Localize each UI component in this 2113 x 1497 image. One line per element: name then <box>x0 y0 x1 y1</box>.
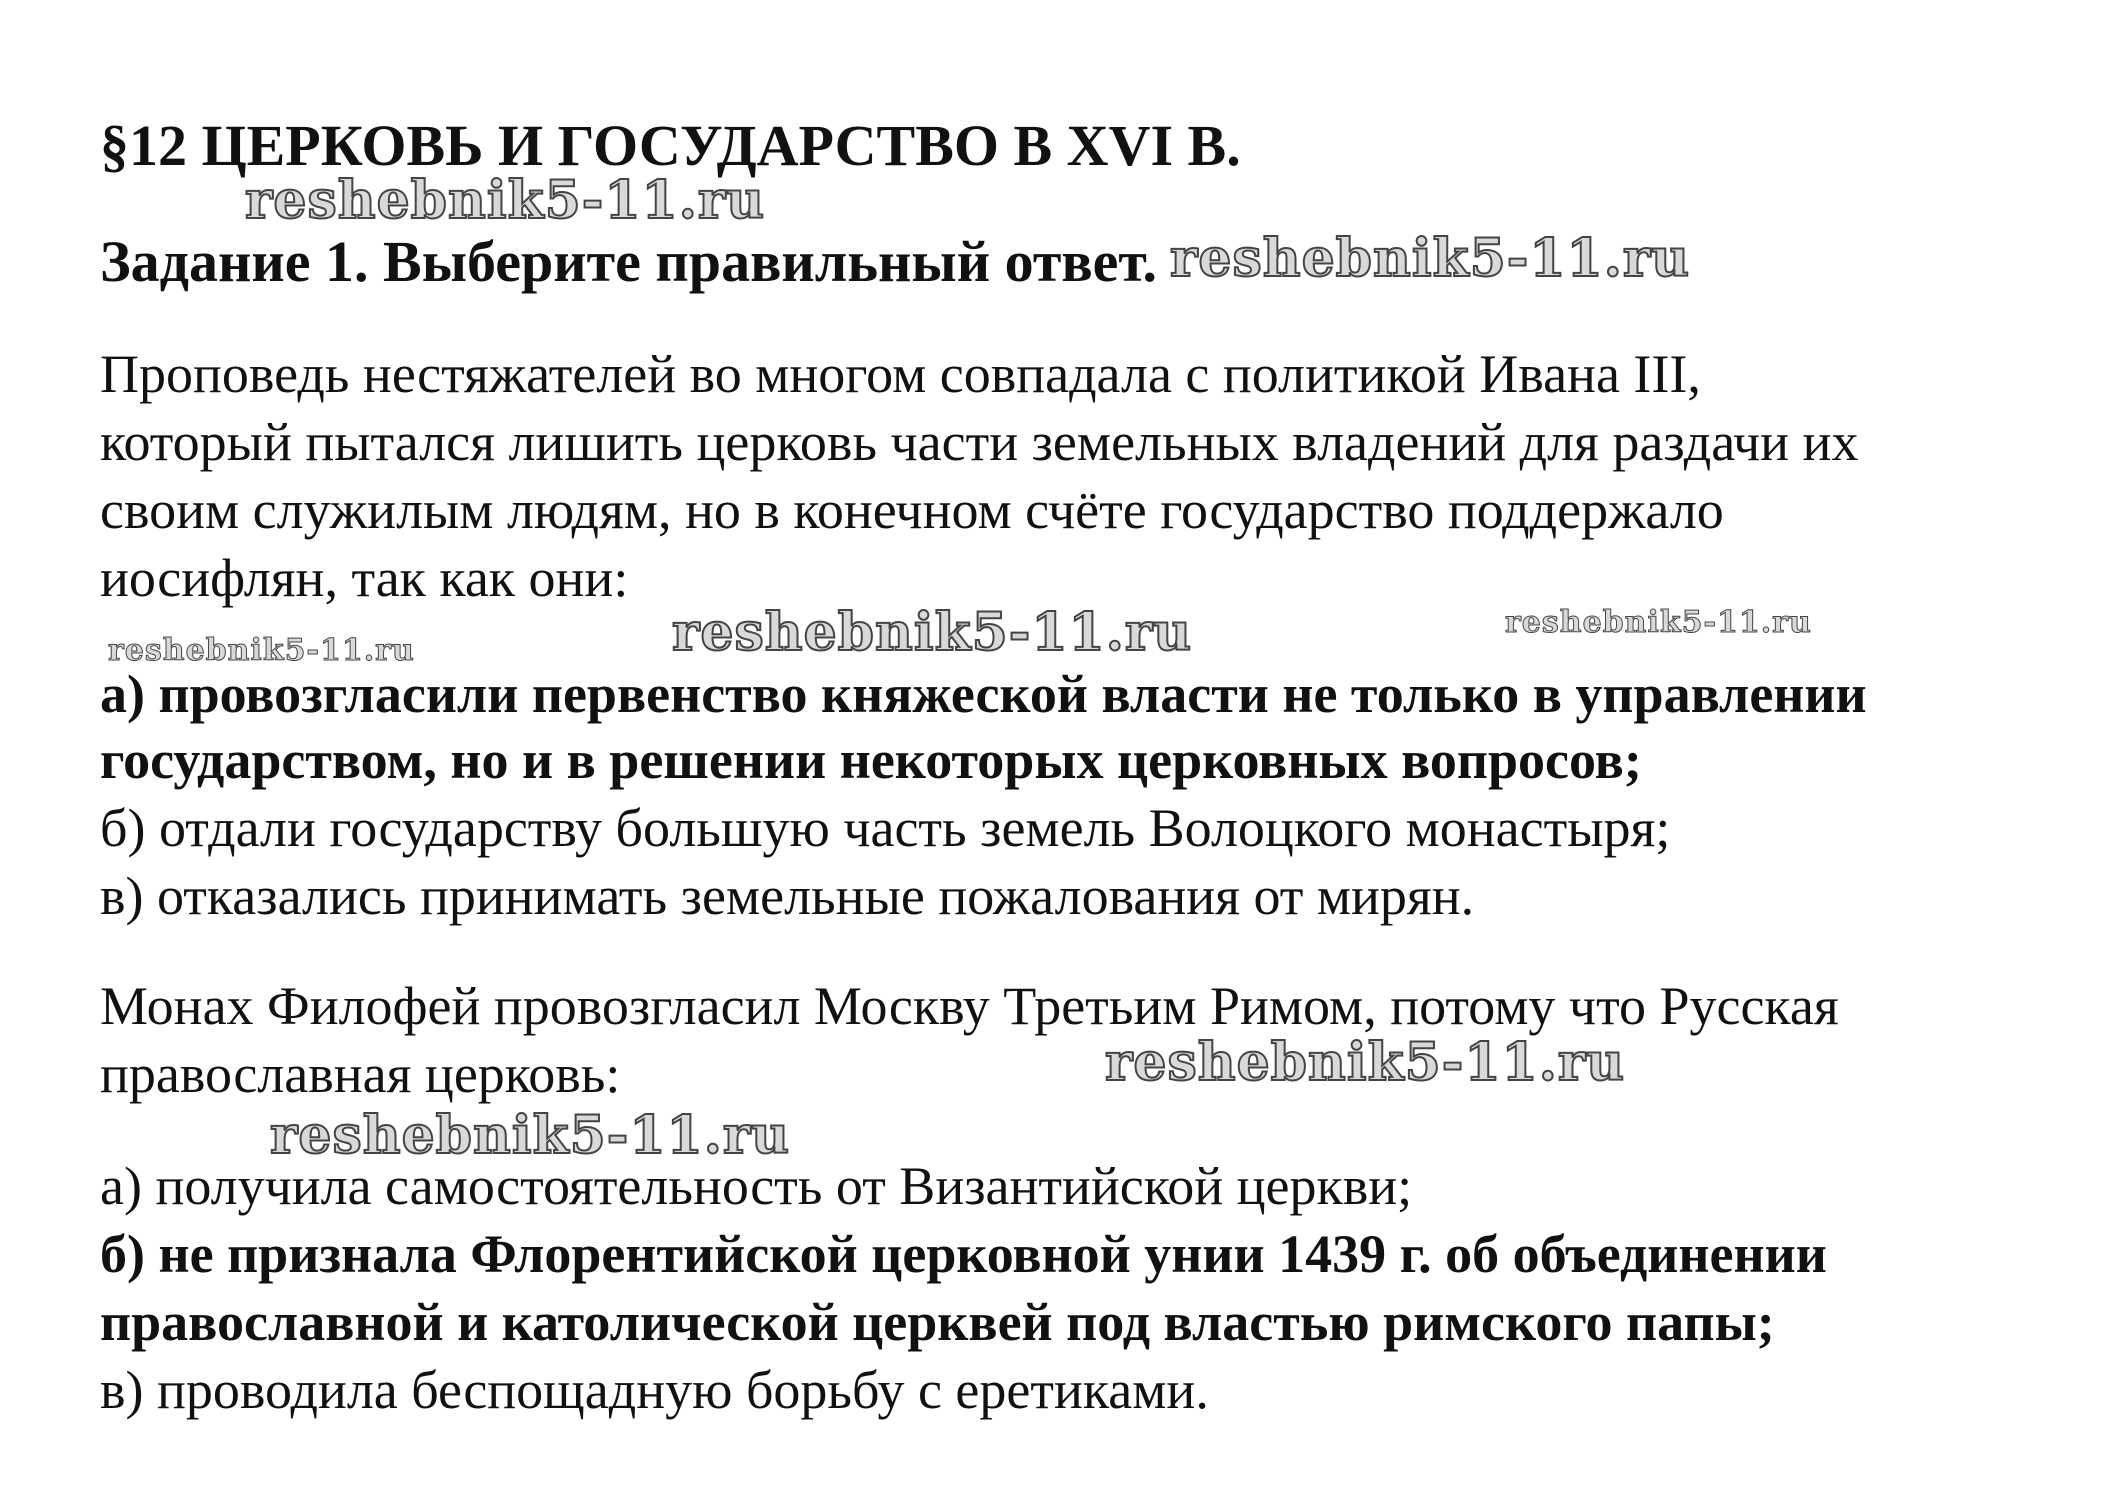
answer-correct: православной и католической церквей под властью римского папы; <box>100 1292 1775 1352</box>
question-1-line: который пытался лишить церковь части земельных владений для раздачи их <box>100 412 1859 472</box>
answer-option: в) отказались принимать земельные пожалования от мирян. <box>100 866 1475 926</box>
watermark: reshebnik5-11.ru <box>1105 1032 1626 1093</box>
answer-option: б) отдали государству большую часть земель Волоцкого монастыря; <box>100 798 1671 858</box>
watermark: reshebnik5-11.ru <box>108 633 415 668</box>
watermark: reshebnik5-11.ru <box>245 170 766 231</box>
question-1-line: иосифлян, так как они: <box>100 548 629 608</box>
task-heading: Задание 1. Выберите правильный ответ. <box>100 229 1158 294</box>
answer-correct: а) провозгласили первенство княжеской власти не только в управлении <box>100 664 1867 724</box>
watermark: reshebnik5-11.ru <box>672 602 1193 663</box>
answer-option: в) проводила беспощадную борьбу с еретиками. <box>100 1360 1209 1420</box>
watermark: reshebnik5-11.ru <box>270 1105 791 1166</box>
question-2-line: православная церковь: <box>100 1044 621 1104</box>
question-1-line: Проповедь нестяжателей во многом совпадала с политикой Ивана III, <box>100 344 1701 404</box>
answer-correct: государством, но и в решении некоторых церковных вопросов; <box>100 730 1642 790</box>
question-1-line: своим служилым людям, но в конечном счёте государство поддержало <box>100 480 1724 540</box>
watermark: reshebnik5-11.ru <box>1505 605 1812 640</box>
answer-correct: б) не признала Флорентийской церковной унии 1439 г. об объединении <box>100 1224 1827 1284</box>
answer-option: а) получила самостоятельность от Византийской церкви; <box>100 1156 1413 1216</box>
question-2-line: Монах Филофей провозгласил Москву Третьим Римом, потому что Русская <box>100 976 1839 1036</box>
watermark: reshebnik5-11.ru <box>1170 228 1691 289</box>
page-title: §12 ЦЕРКОВЬ И ГОСУДАРСТВО В XVI В. <box>100 113 1241 178</box>
